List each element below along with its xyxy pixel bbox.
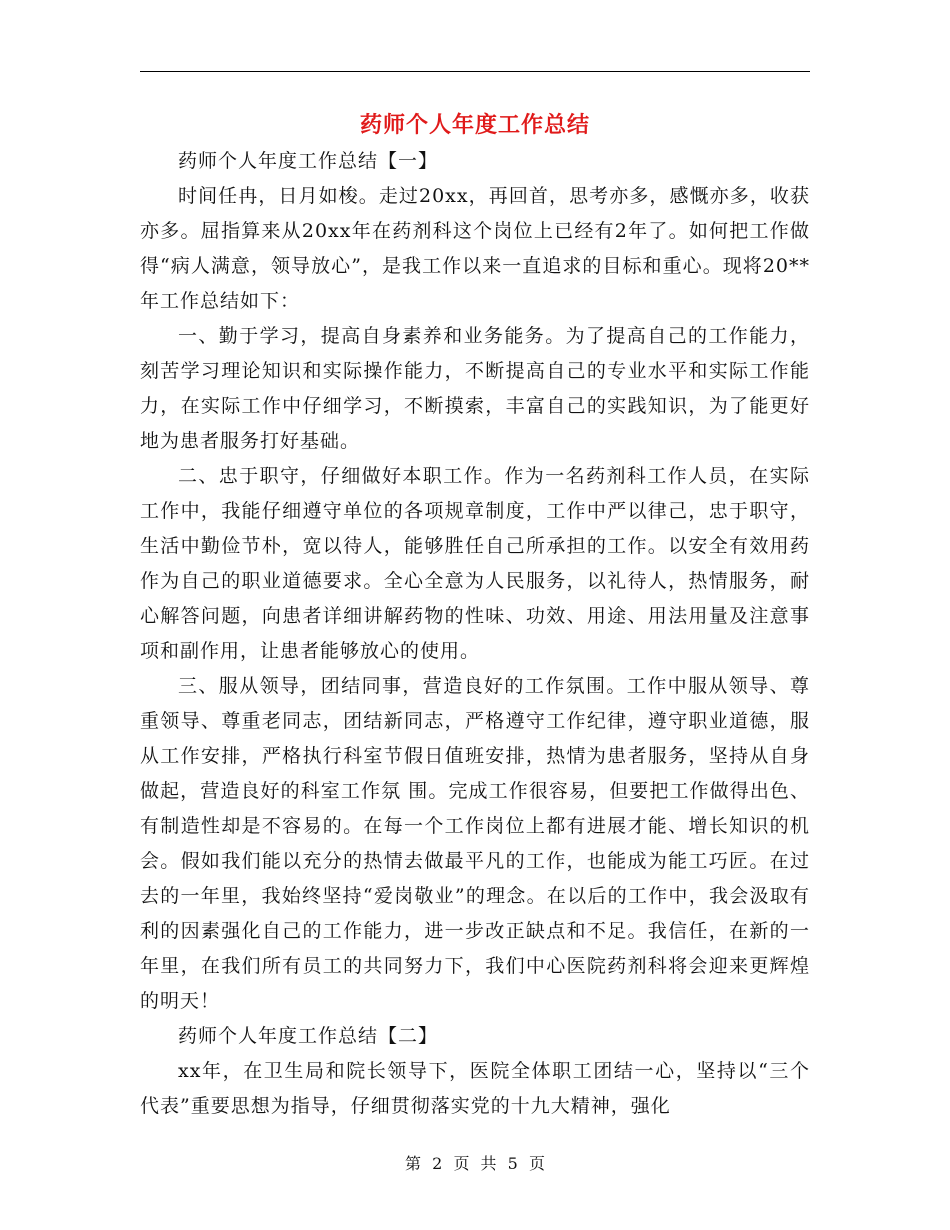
section-heading-1: 药师个人年度工作总结【一】 — [178, 150, 439, 172]
total-label: 共 — [480, 1154, 497, 1173]
paragraph-point-3: 三、服从领导，团结同事，营造良好的工作氛围。工作中服从领导、尊重领导、尊重老同志，团结新同志，严格遵守工作纪律，遵守职业道德，服从工作安排，严格执行科室节假日值班安排，热情为患者服务，坚持从自身做起，营造良好的科室工作氛 围。完成工作很容易，但要把工作做得出色、有制造性却是不容易的。在每一个工作岗位上都有进展才能、增长知识的机会。假如我们能以充分的热情去做最平凡的工作，也能成为能工巧匠。在过去的一年里，我始终坚持“爱岗敬业”的理念。在以后的工作中，我会汲取有利的因素强化自己的工作能力，进一步改正缺点和不足。我信任，在新的一年里，在我们所有员工的共同努力下，我们中心医院药剂科将会迎来更辉煌的明天！ — [140, 675, 810, 1012]
paragraph-section-2-intro: xx年，在卫生局和院长领导下，医院全体职工团结一心，坚持以“三个代表”重要思想为指导，仔细贯彻落实党的十九大精神，强化 — [140, 1060, 810, 1117]
document-body — [140, 144, 810, 1124]
header-rule — [140, 71, 810, 72]
total-unit: 页 — [528, 1154, 545, 1173]
document-title: 药师个人年度工作总结 — [359, 113, 590, 138]
section-heading-2: 药师个人年度工作总结【二】 — [178, 1025, 439, 1047]
paragraph-intro: 时间任冉，日月如梭。走过20xx，再回首，思考亦多，感慨亦多，收获亦多。屈指算来从20xx年在药剂科这个岗位上已经有2年了。如何把工作做得“病人满意，领导放心”，是我工作以来一直追求的目标和重心。现将20**年工作总结如下： — [140, 185, 810, 312]
total-pages: 5 — [507, 1154, 518, 1173]
paragraph-point-2: 二、忠于职守，仔细做好本职工作。作为一名药剂科工作人员，在实际工作中，我能仔细遵守单位的各项规章制度，工作中严以律己，忠于职守，生活中勤俭节朴，宽以待人，能够胜任自己所承担的工作。以安全有效用药作为自己的职业道德要求。全心全意为人民服务，以礼待人，热情服务，耐心解答问题，向患者详细讲解药物的性味、功效、用途、用法用量及注意事项和副作用，让患者能够放心的使用。 — [140, 465, 810, 662]
page-label: 第 — [405, 1154, 422, 1173]
page-footer — [0, 1152, 950, 1176]
paragraph-point-1: 一、勤于学习，提高自身素养和业务能务。为了提高自己的工作能力，刻苦学习理论知识和实际操作能力，不断提高自己的专业水平和实际工作能力，在实际工作中仔细学习，不断摸索，丰富自己的实践知识，为了能更好地为患者服务打好基础。 — [140, 325, 810, 452]
page-number: 2 — [432, 1154, 443, 1173]
page-unit: 页 — [453, 1154, 470, 1173]
